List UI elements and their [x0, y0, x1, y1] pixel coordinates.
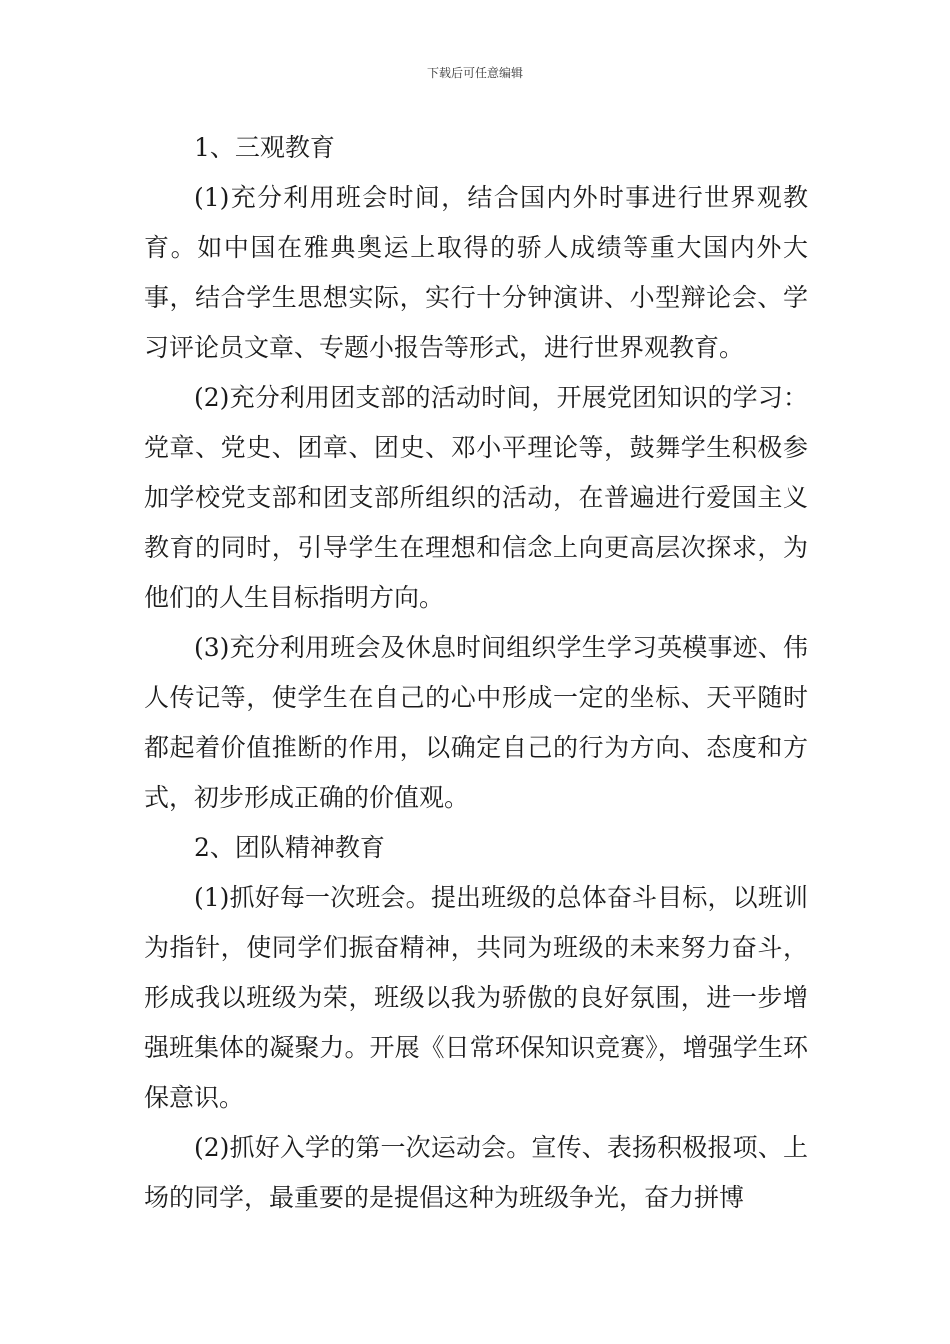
paragraph-2-1: (1)抓好每一次班会。提出班级的总体奋斗目标，以班训为指针，使同学们振奋精神，共同为班级的未来努力奋斗，形成我以班级为荣，班级以我为骄傲的良好氛围，进一步增强班集体的凝聚力。开展《日常环保知识竞赛》，增强学生环保意识。 — [144, 883, 808, 1112]
section-heading-2: 2、团队精神教育 — [194, 833, 385, 862]
paragraph-1-2: (2)充分利用团支部的活动时间，开展党团知识的学习：党章、党史、团章、团史、邓小平理论等，鼓舞学生积极参加学校党支部和团支部所组织的活动，在普遍进行爱国主义教育的同时，引导学生在理想和信念上向更高层次探求，为他们的人生目标指明方向。 — [144, 383, 808, 612]
paragraph-1-1: (1)充分利用班会时间，结合国内外时事进行世界观教育。如中国在雅典奥运上取得的骄人成绩等重大国内外大事，结合学生思想实际，实行十分钟演讲、小型辩论会、学习评论员文章、专题小报告等形式，进行世界观教育。 — [144, 183, 808, 362]
page-header-note: 下载后可任意编辑 — [426, 66, 523, 80]
paragraph-2-2: (2)抓好入学的第一次运动会。宣传、表扬积极报项、上场的同学，最重要的是提倡这种为班级争光，奋力拼博 — [144, 1133, 808, 1212]
section-heading-1: 1、三观教育 — [194, 133, 335, 162]
paragraph-1-3: (3)充分利用班会及休息时间组织学生学习英模事迹、伟人传记等，使学生在自己的心中形成一定的坐标、天平随时都起着价值推断的作用，以确定自己的行为方向、态度和方式，初步形成正确的价值观。 — [144, 633, 808, 812]
document-body — [144, 123, 808, 1223]
